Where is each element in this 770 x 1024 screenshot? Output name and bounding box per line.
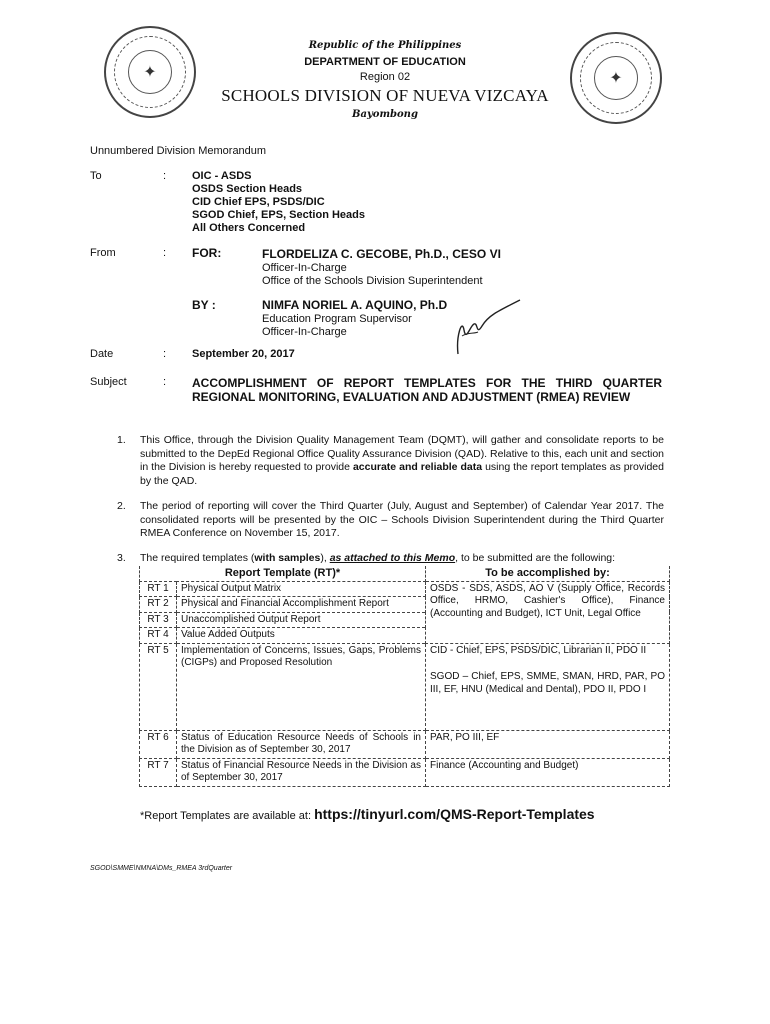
report-template-table <box>139 566 670 787</box>
recipient: CID Chief EPS, PSDS/DIC <box>192 196 325 208</box>
handwritten-signature <box>450 296 522 358</box>
from-for-title2: Office of the Schools Division Superintendent <box>262 275 483 287</box>
date-value: September 20, 2017 <box>192 348 295 360</box>
header-division: SCHOOLS DIVISION OF NUEVA VIZCAYA <box>221 86 549 105</box>
paragraph-number: 3. <box>117 552 126 564</box>
rt-template: Status of Education Resource Needs of Schools in the Division as of September 30, 2017 <box>177 730 426 758</box>
rt-template: Unaccomplished Output Report <box>177 612 426 628</box>
emphasis-text: accurate and reliable data <box>352 461 483 473</box>
from-by-title2: Officer-In-Charge <box>262 326 347 338</box>
rt-template: Status of Financial Resource Needs in the Division as of September 30, 2017 <box>177 758 426 786</box>
to-colon: : <box>163 170 167 182</box>
templates-note: *Report Templates are available at: https://tinyurl.com/QMS-Report-Templates <box>140 806 595 822</box>
header-city: Bayombong <box>352 109 418 120</box>
recipient: OSDS Section Heads <box>192 183 303 195</box>
date-label: Date <box>90 348 114 360</box>
recipient: SGOD Chief, EPS, Section Heads <box>192 209 365 221</box>
templates-link[interactable]: https://tinyurl.com/QMS-Report-Templates <box>314 806 595 822</box>
from-colon: : <box>163 247 167 259</box>
file-path-footer: SGOD\SMME\NMNA\DMs_RMEA 3rdQuarter <box>90 865 233 872</box>
rt-code: RT 7 <box>140 758 177 786</box>
subject-value: ACCOMPLISHMENT OF REPORT TEMPLATES FOR THE THIRD QUARTER REGIONAL MONITORING, EVALUATION AND ADJUSTMENT (RMEA) REVIEW <box>192 376 662 404</box>
rt-template: Physical Output Matrix <box>177 581 426 597</box>
date-colon: : <box>163 348 167 360</box>
table-row <box>140 643 670 730</box>
rt-responsible: OSDS - SDS, ASDS, AO V (Supply Office, Records Office, HRMO, Cashier's Office), Finance (Accounting and Budget), ICT Unit, Legal Office <box>426 581 670 643</box>
table-row <box>140 581 670 597</box>
rt-code: RT 2 <box>140 597 177 613</box>
paragraph-number: 1. <box>117 434 126 446</box>
rt-template: Physical and Financial Accomplishment Report <box>177 597 426 613</box>
header-republic: Republic of the Philippines <box>308 40 462 51</box>
rt-responsible: PAR, PO III, EF <box>426 730 670 758</box>
paragraph-2: The period of reporting will cover the Third Quarter (July, August and September) of Calendar Year 2017. The consolidated reports will be presented by the OIC – Schools Division Superintendent during the Third Quarter RMEA Conference on November 15, 2017. <box>140 500 664 539</box>
paragraph-number: 2. <box>117 500 126 512</box>
table-row <box>140 730 670 758</box>
header-region: Region 02 <box>359 71 411 83</box>
from-for-name: FLORDELIZA C. GECOBE, Ph.D., CESO VI <box>262 247 501 261</box>
subject-colon: : <box>163 376 167 388</box>
table-header-accomplished-by: To be accomplished by: <box>426 566 670 581</box>
from-label: From <box>90 247 116 259</box>
rt-code: RT 1 <box>140 581 177 597</box>
memo-title: Unnumbered Division Memorandum <box>90 145 267 157</box>
recipient: All Others Concerned <box>192 222 306 234</box>
rt-template: Value Added Outputs <box>177 628 426 644</box>
from-by-name: NIMFA NORIEL A. AQUINO, Ph.D <box>262 298 448 312</box>
from-by-title1: Education Program Supervisor <box>262 313 412 325</box>
rt-code: RT 6 <box>140 730 177 758</box>
table-header-template: Report Template (RT)* <box>140 566 426 581</box>
rt-code: RT 4 <box>140 628 177 644</box>
division-seal-logo: ✦ <box>570 32 662 124</box>
rt-template: Implementation of Concerns, Issues, Gaps, Problems (CIGPs) and Proposed Resolution <box>177 643 426 730</box>
to-recipients <box>192 170 365 235</box>
rt-responsible: CID - Chief, EPS, PSDS/DIC, Librarian II, PDO II SGOD – Chief, EPS, SMME, SMAN, HRD, PAR, PO III, EF, HNU (Medical and Dental), PDO II, PDO I <box>426 643 670 730</box>
rt-code: RT 5 <box>140 643 177 730</box>
paragraph-3: The required templates (with samples), as attached to this Memo, to be submitted are the following: <box>140 552 616 564</box>
rt-code: RT 3 <box>140 612 177 628</box>
table-row <box>140 758 670 786</box>
deped-seal-logo: ✦ <box>104 26 196 118</box>
header-department: DEPARTMENT OF EDUCATION <box>304 56 466 68</box>
subject-label: Subject <box>90 376 127 388</box>
paragraph-1: This Office, through the Division Quality Management Team (DQMT), will gather and consolidate reports to be submitted to the DepEd Regional Office Quality Assurance Division (QAD). Relative to this, each unit and section in the Division is hereby requested to provide accurate and reliable data using the report templates as provided by the QAD. <box>140 434 664 487</box>
from-for-label: FOR: <box>192 246 222 260</box>
rt-responsible: Finance (Accounting and Budget) <box>426 758 670 786</box>
from-by-label: BY : <box>192 298 216 312</box>
recipient: OIC - ASDS <box>192 170 252 182</box>
from-for-title1: Officer-In-Charge <box>262 262 347 274</box>
to-label: To <box>90 170 102 182</box>
